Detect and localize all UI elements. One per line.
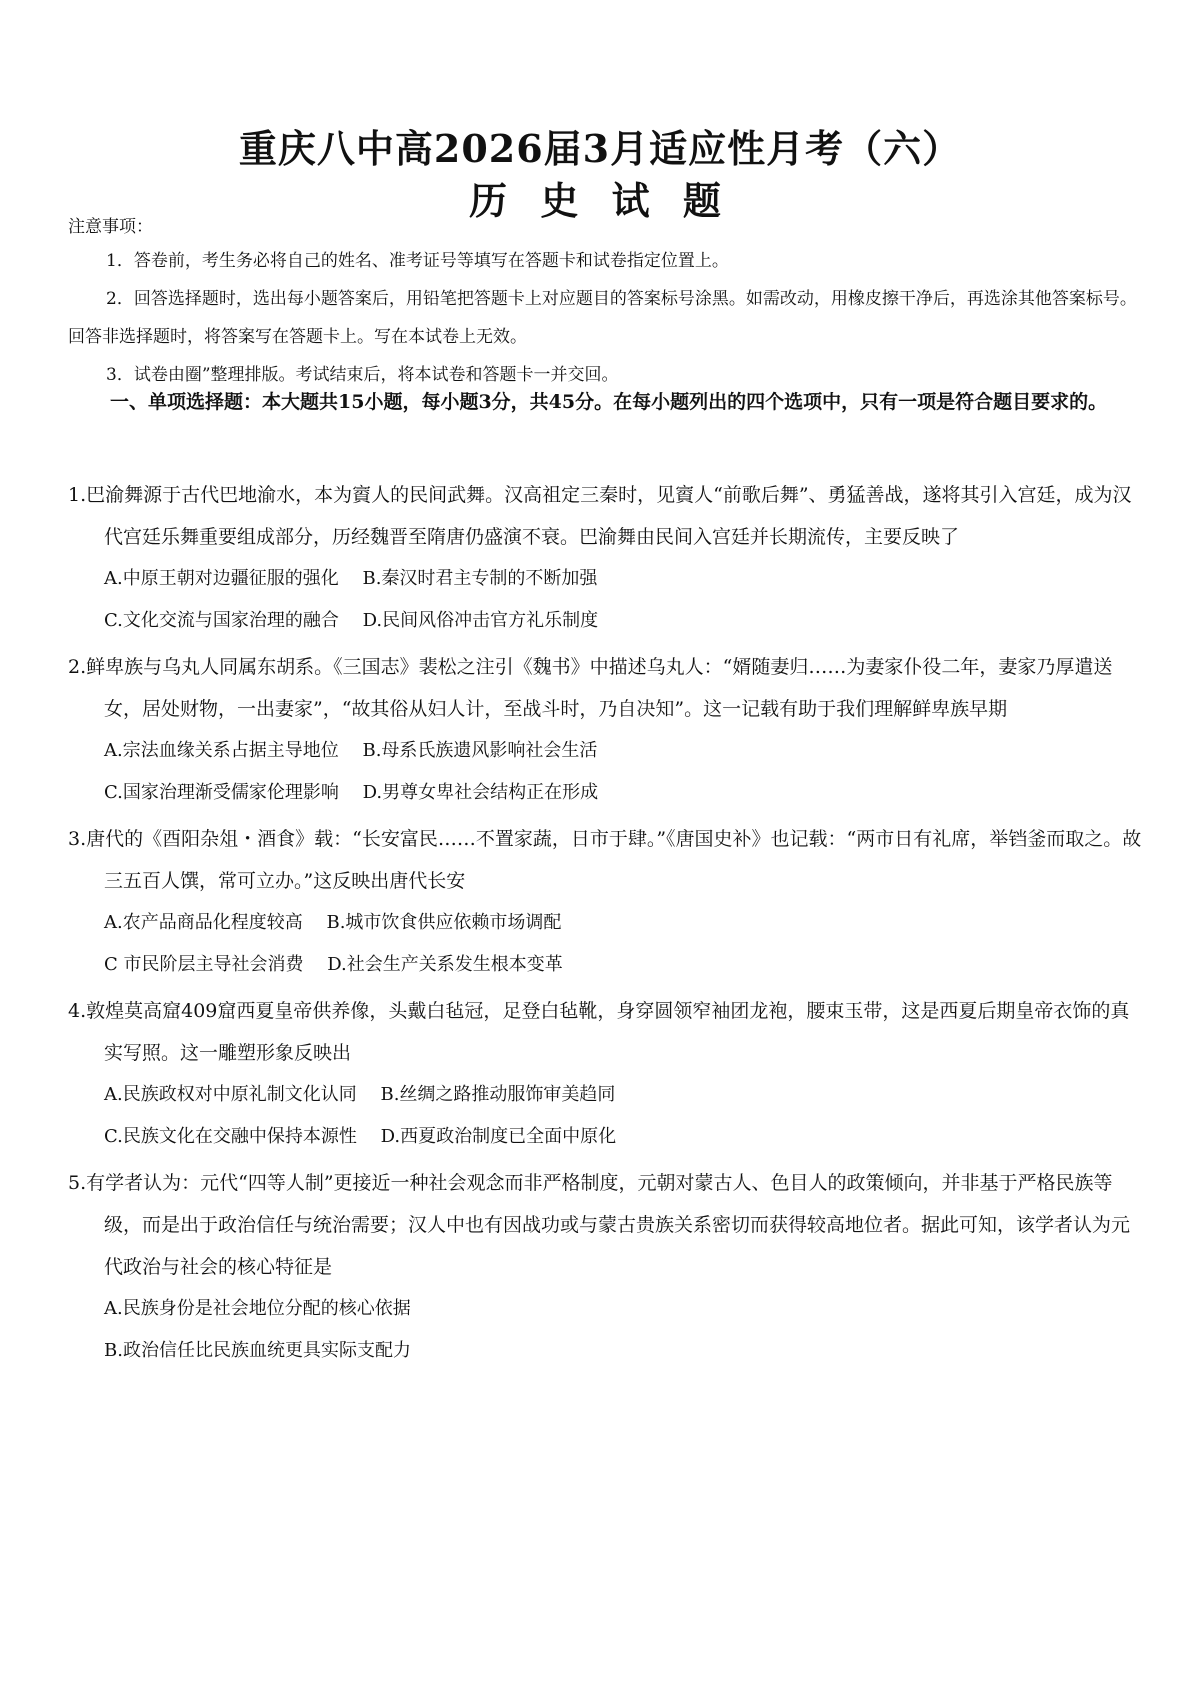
question-list — [68, 470, 1143, 1372]
exam-subtitle: 历 史 试 题 — [469, 178, 731, 223]
option-c: C.国家治理渐受儒家伦理影响 — [104, 782, 339, 803]
option-a: A.农产品商品化程度较高 — [104, 912, 303, 933]
option-a: A.中原王朝对边疆征服的强化 — [104, 568, 339, 589]
option-b: B.母系氏族遗风影响社会生活 — [362, 740, 598, 761]
option-row — [68, 944, 1143, 986]
exam-title: 重庆八中高2026届3月适应性月考（六） — [238, 126, 962, 171]
option-b: B.政治信任比民族血统更具实际支配力 — [104, 1340, 411, 1361]
question-stem: 3.唐代的《酉阳杂俎・酒食》载：“长安富民……不置家蔬，日市于肆。”《唐国史补》也记载：“两市日有礼席，举铛釜而取之。故三五百人馔，常可立办。”这反映出唐代长安 — [68, 828, 1142, 892]
question-3 — [68, 818, 1143, 986]
notice-item: 1．答卷前，考生务必将自己的姓名、准考证号等填写在答题卡和试卷指定位置上。 — [106, 251, 729, 271]
section-heading: 一、单项选择题：本大题共15小题，每小题3分，共45分。在每小题列出的四个选项中，只有一项是符合题目要求的。 — [110, 391, 1108, 413]
option-row — [68, 558, 1143, 600]
option-d: D.男尊女卑社会结构正在形成 — [362, 782, 599, 803]
question-stem: 5.有学者认为：元代“四等人制”更接近一种社会观念而非严格制度，元朝对蒙古人、色目人的政策倾向，并非基于严格民族等级，而是出于政治信任与统治需要；汉人中也有因战功或与蒙古贵族关系密切而获得较高地位者。据此可知，该学者认为元代政治与社会的核心特征是 — [68, 1172, 1131, 1278]
option-d: D.西夏政治制度已全面中原化 — [380, 1126, 617, 1147]
question-5 — [68, 1162, 1143, 1372]
question-stem: 2.鲜卑族与乌丸人同属东胡系。《三国志》裴松之注引《魏书》中描述乌丸人：“婿随妻归……为妻家仆役二年，妻家乃厚遣送女，居处财物，一出妻家”，“故其俗从妇人计，至战斗时，乃自决知”。这一记载有助于我们理解鲜卑族早期 — [68, 656, 1113, 720]
question-4 — [68, 990, 1143, 1158]
notice-block — [68, 212, 1138, 394]
option-row — [68, 1330, 1143, 1372]
option-row — [68, 1116, 1143, 1158]
notice-item: 3．试卷由圈”整理排版。考试结束后，将本试卷和答题卡一并交回。 — [106, 365, 619, 385]
option-c: C.文化交流与国家治理的融合 — [104, 610, 339, 631]
option-a: A.民族身份是社会地位分配的核心依据 — [104, 1298, 411, 1319]
question-stem: 1.巴渝舞源于古代巴地渝水，本为賨人的民间武舞。汉高祖定三秦时，见賨人“前歌后舞”、勇猛善战，遂将其引入宫廷，成为汉代宫廷乐舞重要组成部分，历经魏晋至隋唐仍盛演不衰。巴渝舞由民间入宫廷并长期流传，主要反映了 — [68, 484, 1132, 548]
option-c: C.民族文化在交融中保持本源性 — [104, 1126, 357, 1147]
notice-item: 2．回答选择题时，选出每小题答案后，用铅笔把答题卡上对应题目的答案标号涂黑。如需改动，用橡皮擦干净后，再选涂其他答案标号。回答非选择题时，将答案写在答题卡上。写在本试卷上无效。 — [68, 289, 1137, 347]
option-a: A.民族政权对中原礼制文化认同 — [104, 1084, 357, 1105]
question-stem: 4.敦煌莫高窟409窟西夏皇帝供养像，头戴白毡冠，足登白毡靴，身穿圆领窄袖团龙袍，腰束玉带，这是西夏后期皇帝衣饰的真实写照。这一雕塑形象反映出 — [68, 1000, 1130, 1064]
option-row — [68, 730, 1143, 772]
option-d: D.社会生产关系发生根本变革 — [327, 954, 563, 975]
option-row — [68, 1074, 1143, 1116]
option-b: B.城市饮食供应依赖市场调配 — [326, 912, 562, 933]
option-a: A.宗法血缘关系占据主导地位 — [104, 740, 339, 761]
option-b: B.丝绸之路推动服饰审美趋同 — [380, 1084, 616, 1105]
notice-label: 注意事项： — [68, 217, 153, 237]
option-d: D.民间风俗冲击官方礼乐制度 — [362, 610, 599, 631]
question-1 — [68, 474, 1143, 642]
option-row — [68, 902, 1143, 944]
option-row — [68, 772, 1143, 814]
option-row — [68, 1288, 1143, 1330]
question-2 — [68, 646, 1143, 814]
option-b: B.秦汉时君主专制的不断加强 — [362, 568, 598, 589]
option-row — [68, 600, 1143, 642]
option-c: C 市民阶层主导社会消费 — [104, 954, 304, 975]
